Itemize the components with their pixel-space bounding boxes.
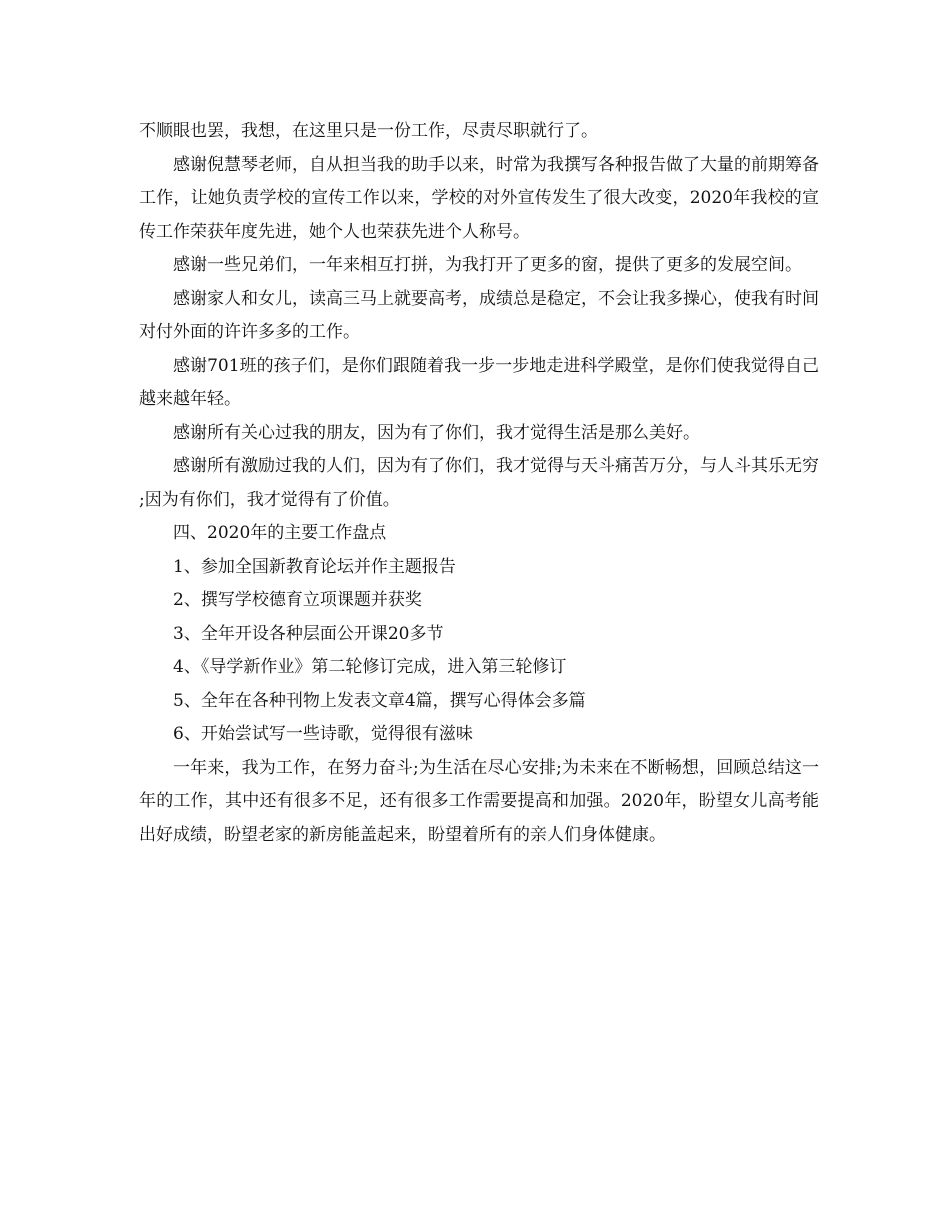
list-item: 2、撰写学校德育立项课题并获奖 (173, 590, 422, 610)
paragraph-opening: 不顺眼也罢，我想，在这里只是一份工作，尽责尽职就行了。 (139, 121, 598, 141)
paragraph-thanks-brothers: 感谢一些兄弟们，一年来相互打拼，为我打开了更多的窗，提供了更多的发展空间。 (173, 255, 802, 275)
section-heading: 四、2020年的主要工作盘点 (173, 523, 387, 543)
paragraph-thanks-ni: 感谢倪慧琴老师，自从担当我的助手以来，时常为我撰写各种报告做了大量的前期筹备工作，让她负责学校的宣传工作以来，学校的对外宣传发生了很大改变，2020年我校的宣传工作荣获年度先进，她个人也荣获先进个人称号。 (139, 154, 819, 242)
list-item: 6、开始尝试写一些诗歌，觉得很有滋味 (173, 724, 473, 744)
document-page (139, 115, 819, 852)
list-item: 4、《导学新作业》第二轮修订完成，进入第三轮修订 (173, 657, 567, 677)
paragraph-thanks-friends: 感谢所有关心过我的朋友，因为有了你们，我才觉得生活是那么美好。 (173, 422, 700, 443)
paragraph-thanks-motivators: 感谢所有激励过我的人们，因为有了你们，我才觉得与天斗痛苦万分，与人斗其乐无穷 ;因为有你们，我才觉得有了价值。 (139, 456, 819, 510)
paragraph-thanks-class: 感谢701班的孩子们，是你们跟随着我一步一步地走进科学殿堂，是你们使我觉得自己越来越年轻。 (139, 355, 819, 409)
paragraph-thanks-family: 感谢家人和女儿，读高三马上就要高考，成绩总是稳定，不会让我多操心，使我有时间对付外面的许许多多的工作。 (139, 288, 819, 342)
paragraph-closing: 一年来，我为工作，在努力奋斗;为生活在尽心安排;为未来在不断畅想，回顾总结这一年的工作，其中还有很多不足，还有很多工作需要提高和加强。2020年，盼望女儿高考能出好成绩，盼望老家的新房能盖起来，盼望着所有的亲人们身体健康。 (139, 757, 819, 845)
list-item: 1、参加全国新教育论坛并作主题报告 (173, 556, 456, 577)
list-item: 5、全年在各种刊物上发表文章4篇，撰写心得体会多篇 (173, 690, 586, 711)
list-item: 3、全年开设各种层面公开课20多节 (173, 623, 444, 644)
